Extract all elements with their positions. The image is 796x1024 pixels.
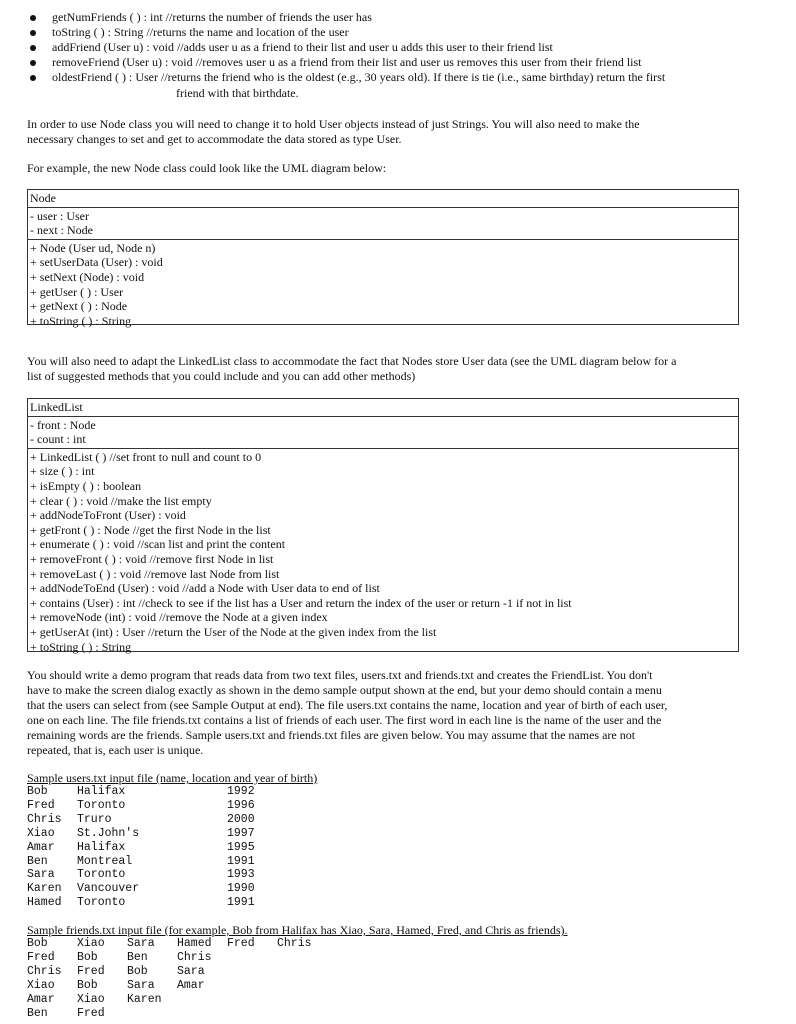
friends-friend-cell: Hamed — [177, 937, 212, 950]
uml-method: + setNext (Node) : void — [30, 269, 145, 284]
bullet-item: addFriend (User u) : void //adds user u as a friend to their list and user u adds this user to their friend list — [52, 40, 553, 54]
paragraph-line: For example, the new Node class could look like the UML diagram below: — [27, 161, 387, 175]
paragraph-line: one on each line. The file friends.txt contains a list of friends of each user. The first word in each line is the name of the user and the — [27, 713, 662, 727]
uml-method: + addNodeToFront (User) : void — [30, 508, 186, 523]
uml-method: + getFront ( ) : Node //get the first Node in the list — [30, 522, 271, 537]
bullet-dot — [30, 30, 36, 36]
friends-sample-heading: Sample friends.txt input file (for example, Bob from Halifax has Xiao, Sara, Hamed, Fred, and Chris as friends). — [27, 923, 568, 937]
user-location-cell: Halifax — [77, 785, 126, 798]
user-location-cell: Vancouver — [77, 882, 140, 896]
user-year-cell: 1996 — [227, 798, 255, 812]
user-location-cell: St.John's — [77, 826, 140, 840]
user-year-cell: 1990 — [227, 882, 255, 896]
friends-user-cell: Amar — [27, 992, 55, 1006]
friends-friend-cell: Bob — [127, 964, 148, 978]
paragraph-line: that the users can select from (see Sample Output at end). The file users.txt contains the name, location and year of birth of each user, — [27, 698, 668, 712]
user-location-cell: Toronto — [77, 868, 126, 882]
user-name-cell: Xiao — [27, 826, 55, 840]
user-year-cell: 1995 — [227, 840, 255, 854]
uml-method: + toString ( ) : String — [30, 313, 132, 328]
uml-class-name-section — [28, 399, 738, 416]
friends-friend-cell: Chris — [177, 950, 212, 964]
bullet-item-continuation: friend with that birthdate. — [176, 86, 299, 100]
bullet-item: getNumFriends ( ) : int //returns the number of friends the user has — [52, 10, 372, 24]
user-year-cell: 1991 — [227, 896, 255, 910]
uml-method: + Node (User ud, Node n) — [30, 240, 156, 255]
friends-user-cell: Xiao — [27, 978, 55, 992]
friends-friend-cell: Karen — [127, 992, 162, 1006]
user-location-cell: Halifax — [77, 840, 126, 854]
user-year-cell: 1992 — [227, 785, 255, 798]
user-name-cell: Sara — [27, 868, 55, 882]
friends-user-cell: Chris — [27, 964, 62, 978]
paragraph-line: necessary changes to set and get to accommodate the data stored as type User. — [27, 132, 402, 146]
node-uml-diagram — [27, 189, 739, 328]
uml-method: + removeNode (int) : void //remove the Node at a given index — [30, 610, 328, 625]
user-year-cell: 1991 — [227, 854, 255, 868]
uml-class-name-section — [28, 190, 738, 207]
user-location-cell: Truro — [77, 812, 112, 826]
user-location-cell: Toronto — [77, 798, 126, 812]
users-sample-heading: Sample users.txt input file (name, location and year of birth) — [27, 771, 318, 785]
uml-method: + getNext ( ) : Node — [30, 299, 128, 314]
paragraph-line: You should write a demo program that reads data from two text files, users.txt and friends.txt and creates the FriendList. You don't — [27, 668, 653, 682]
uml-method: + addNodeToEnd (User) : void //add a Node with User data to end of list — [30, 581, 380, 596]
uml-method: + enumerate ( ) : void //scan list and print the content — [30, 537, 286, 552]
paragraph-line: You will also need to adapt the LinkedList class to accommodate the fact that Nodes store User data (see the UML diagram below for a — [27, 354, 677, 368]
user-name-cell: Chris — [27, 812, 62, 826]
uml-method: + isEmpty ( ) : boolean — [30, 478, 142, 493]
friends-friend-cell: Sara — [177, 964, 205, 978]
paragraph-line: repeated, that is, each user is unique. — [27, 743, 204, 757]
user-name-cell: Bob — [27, 785, 48, 798]
paragraph-line: remaining words are the friends. Sample users.txt and friends.txt files are given below. You may assume that the names are not — [27, 728, 636, 742]
bullet-dot — [30, 15, 36, 21]
user-location-cell: Montreal — [77, 854, 133, 868]
linkedlist-uml-diagram — [27, 398, 739, 652]
user-name-cell: Fred — [27, 798, 55, 812]
user-year-cell: 1997 — [227, 826, 255, 840]
bullet-dot — [30, 75, 36, 81]
bullet-item: toString ( ) : String //returns the name and location of the user — [52, 25, 349, 39]
friends-friend-cell: Fred — [77, 964, 105, 978]
uml-class-name: LinkedList — [30, 400, 83, 414]
bullet-dot — [30, 60, 36, 66]
bullet-item: oldestFriend ( ) : User //returns the friend who is the oldest (e.g., 30 years old). If there is tie (i.e., same birthday) return the first — [52, 70, 666, 84]
friends-friend-cell: Xiao — [77, 937, 105, 950]
user-name-cell: Hamed — [27, 896, 62, 910]
uml-method: + removeFront ( ) : void //remove first Node in list — [30, 551, 274, 566]
uml-method: + contains (User) : int //check to see if the list has a User and return the index of the user or return -1 if not in list — [30, 595, 572, 610]
uml-method: + getUser ( ) : User — [30, 284, 124, 299]
uml-field: - next : Node — [30, 223, 93, 238]
uml-field: - count : int — [30, 432, 86, 447]
user-name-cell: Ben — [27, 854, 48, 868]
friends-user-cell: Fred — [27, 950, 55, 964]
uml-class-name: Node — [30, 191, 56, 205]
uml-method: + toString ( ) : String — [30, 639, 132, 654]
friends-user-cell: Ben — [27, 1006, 48, 1020]
uml-method: + size ( ) : int — [30, 464, 95, 479]
friends-friend-cell: Sara — [127, 978, 155, 992]
friends-friend-cell: Chris — [277, 937, 312, 950]
uml-fields-section — [28, 207, 738, 239]
uml-fields-section — [28, 416, 738, 448]
uml-methods-section — [28, 448, 738, 655]
user-name-cell: Amar — [27, 840, 55, 854]
paragraph-line: have to make the screen dialog exactly as shown in the demo sample output shown at the end, but your demo should contain a menu — [27, 683, 662, 697]
friends-user-cell: Bob — [27, 937, 48, 950]
friends-friend-cell: Xiao — [77, 992, 105, 1006]
bullet-dot — [30, 45, 36, 51]
uml-method: + getUserAt (int) : User //return the User of the Node at the given index from the list — [30, 624, 437, 639]
friends-friend-cell: Bob — [77, 978, 98, 992]
uml-method: + setUserData (User) : void — [30, 255, 163, 270]
uml-field: - user : User — [30, 208, 89, 223]
uml-field: - front : Node — [30, 417, 96, 432]
friends-friend-cell: Amar — [177, 978, 205, 992]
friends-friend-cell: Fred — [77, 1006, 105, 1020]
uml-method: + removeLast ( ) : void //remove last Node from list — [30, 566, 280, 581]
uml-method: + clear ( ) : void //make the list empty — [30, 493, 212, 508]
friends-friend-cell: Ben — [127, 950, 148, 964]
user-year-cell: 1993 — [227, 868, 255, 882]
user-name-cell: Karen — [27, 882, 62, 896]
paragraph-line: In order to use Node class you will need to change it to hold User objects instead of just Strings. You will also need to make the — [27, 117, 640, 131]
friends-friend-cell: Bob — [77, 950, 98, 964]
friends-friend-cell: Fred — [227, 937, 255, 950]
paragraph-line: list of suggested methods that you could include and you can add other methods) — [27, 369, 416, 383]
user-location-cell: Toronto — [77, 896, 126, 910]
uml-methods-section — [28, 239, 738, 330]
bullet-item: removeFriend (User u) : void //removes user u as a friend from their list and user us removes this user from their friend list — [52, 55, 642, 69]
friends-friend-cell: Sara — [127, 937, 155, 950]
uml-method: + LinkedList ( ) //set front to null and count to 0 — [30, 449, 262, 464]
user-year-cell: 2000 — [227, 812, 255, 826]
